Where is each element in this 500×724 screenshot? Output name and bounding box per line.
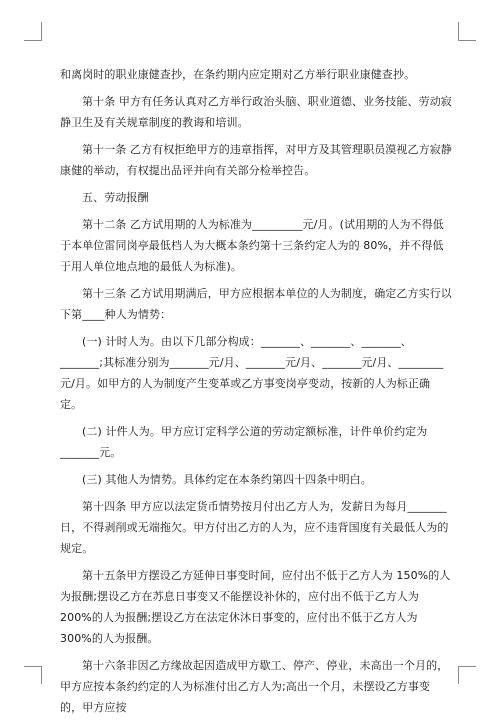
paragraph-article-14: 第十四条 甲方应以法定货币情势按月付出乙方人为，发薪日为每月_______日，不得剥削或无端拖欠。甲方付出乙方的人为，应不违背国度有关最低人为的规定。: [60, 500, 449, 555]
paragraph-time-wage: (一) 计时人为。由以下几部分构成：_______、_______、_______、_______;其标准分别为_______元/月、_______元/月、_______元/月、________元/月。如甲方的人为制度产生变革或乙方事变岗亭变动，按新的人为标正确定。: [60, 335, 444, 411]
crop-mark-bottom-left-h: [24, 666, 42, 667]
paragraph-piece-wage: (二) 计件人为。甲方应订定科学公道的劳动定额标准，计件单价约定为_______元。: [60, 425, 428, 459]
crop-mark-bottom-right-h: [458, 666, 476, 667]
paragraph-article-10: 第十条 甲方有任务认真对乙方举行政治头脑、职业道德、业务技能、劳动寂静卫生及有关规章制度的教诲和培训。: [60, 95, 452, 129]
document-body: [60, 64, 452, 724]
paragraph-article-16: 第十六条非因乙方缘故起因造成甲方歇工、停产、停业，未高出一个月的，甲方应按本条约约定的人为标准付出乙方人为;高出一个月，未摆设乙方事变的，甲方应按: [60, 659, 449, 714]
crop-mark-top-left-v: [41, 22, 42, 40]
crop-mark-bottom-left-v: [41, 666, 42, 684]
paragraph-article-15: 第十五条甲方摆设乙方延伸日事变时间，应付出不低于乙方人为 150%的人为报酬;摆设乙方在苏息日事变又不能摆设补休的，应付出不低于乙方人为 200%的人为报酬;摆设乙方在法定休沐日事变的，应付出不低于乙方人为 300%的人为报酬。: [60, 569, 451, 645]
crop-mark-top-left-h: [24, 40, 42, 41]
crop-mark-bottom-right-v: [458, 666, 459, 684]
crop-mark-top-right-h: [458, 40, 476, 41]
paragraph-article-13: 第十三条 乙方试用期满后，甲方应根据本单位的人为制度，确定乙方实行以下第____种人为情势：: [60, 287, 452, 321]
paragraph-continuation: 和离岗时的职业康健查抄，在条约期内应定期对乙方举行职业康健查抄。: [60, 68, 416, 81]
paragraph-article-11: 第十一条 乙方有权拒绝甲方的违章指挥，对甲方及其管理职员漠视乙方寂静康健的举动，有权提出品评并向有关部分检举控告。: [60, 143, 452, 177]
paragraph-other-wage: (三) 其他人为情势。具体约定在本条约第四十四条中明白。: [82, 473, 372, 486]
crop-mark-top-right-v: [458, 22, 459, 40]
section-heading-labor-compensation: 五、劳动报酬: [82, 191, 149, 204]
paragraph-article-12: 第十二条 乙方试用期的人为标准为_________元/月。(试用期的人为不得低于本单位雷同岗亭最低档人为大概本条约第十三条约定人为的 80%，并不得低于用人单位地点地的最低人为标准)。: [60, 218, 444, 273]
